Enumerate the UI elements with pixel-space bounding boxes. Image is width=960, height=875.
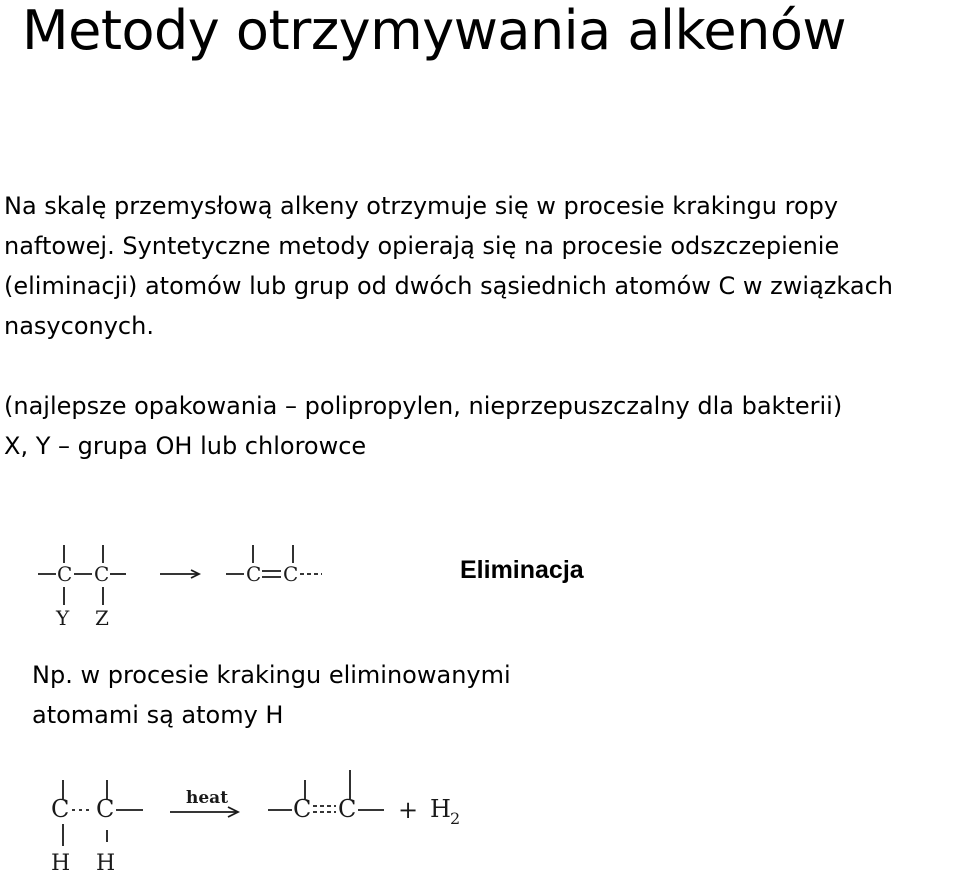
product-1	[226, 545, 322, 586]
heat-label: heat	[186, 788, 229, 808]
substituent-z: Z	[95, 606, 109, 630]
product-2	[268, 770, 460, 828]
hydrogen-atom: H	[96, 851, 116, 875]
plus-sign: +	[398, 796, 419, 824]
reaction-arrow-1	[160, 570, 199, 578]
carbon-atom: C	[94, 562, 110, 586]
reaction-arrow-2	[170, 788, 238, 817]
carbon-atom: C	[246, 562, 262, 586]
carbon-atom: C	[57, 562, 73, 586]
xy-definition: X, Y – grupa OH lub chlorowce	[4, 432, 367, 460]
hydrogen-atom: H	[51, 851, 71, 875]
hydrogen-subscript: 2	[450, 809, 461, 828]
intro-paragraph: Na skalę przemysłową alkeny otrzymuje się w procesie krakingu ropy naftowej. Syntetyczne metody opierają się na procesie odszczepienie (eliminacji) atomów lub grup od dwóch sąsiednich atomów C w związkach nasyconych.	[4, 192, 893, 340]
elimination-label: Eliminacja	[460, 556, 584, 584]
reactant-1	[38, 545, 126, 630]
page-title: Metody otrzymywania alkenów	[22, 0, 847, 62]
reactant-2	[51, 780, 143, 875]
carbon-atom: C	[338, 795, 357, 823]
carbon-atom: C	[293, 795, 312, 823]
substituent-y: Y	[56, 606, 70, 630]
carbon-atom: C	[96, 795, 115, 823]
packaging-note: (najlepsze opakowania – polipropylen, nieprzepuszczalny dla bakterii)	[4, 392, 843, 420]
hydrogen-molecule: H	[430, 795, 451, 823]
example-text: Np. w procesie krakingu eliminowanymi atomami są atomy H	[32, 661, 511, 729]
carbon-atom: C	[51, 795, 70, 823]
carbon-atom: C	[283, 562, 299, 586]
